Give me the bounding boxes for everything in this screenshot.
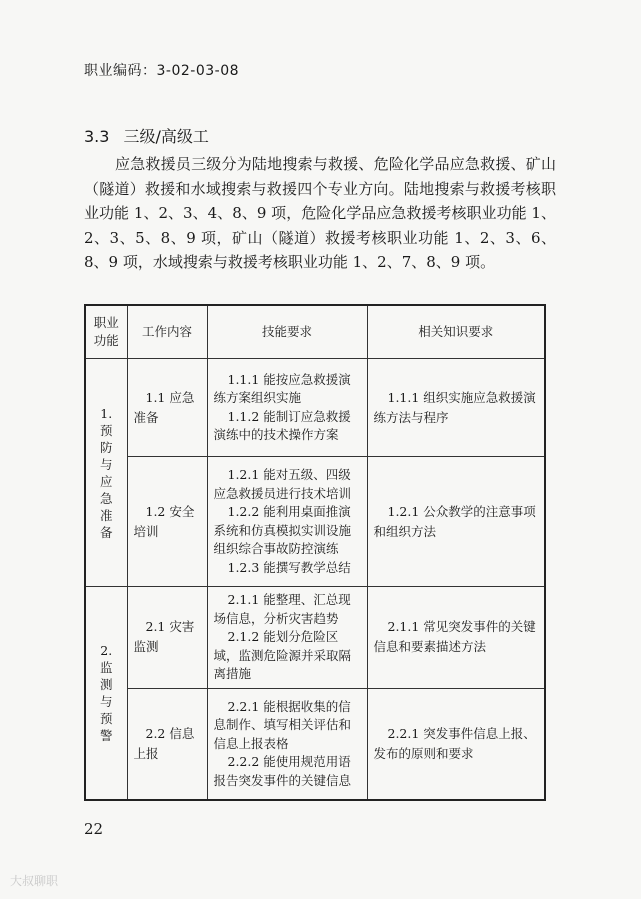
header-knowledge: 相关知识要求 [367,305,545,359]
skill-item: 1.2.2 能利用桌面推演系统和仿真模拟实训设施组织综合事故防控演练 [213,504,352,556]
work-cell: 2.1 灾害监测 [127,587,207,689]
skill-item: 1.2.1 能对五级、四级应急救援员进行技术培训 [213,467,352,501]
page-number: 22 [84,820,104,838]
knowledge-cell: 2.1.1 常见突发事件的关键信息和要素描述方法 [367,587,545,689]
skill-item: 2.1.1 能整理、汇总现场信息，分析灾害趋势 [213,592,351,626]
watermark: 大叔聊职 [10,874,59,888]
skill-cell [207,359,367,457]
skill-cell [207,457,367,587]
skill-item: 1.1.1 能按应急救援演练方案组织实施 [213,371,351,405]
knowledge-cell: 1.1.1 组织实施应急救援演练方法与程序 [367,359,545,457]
intro-paragraph: 应急救援员三级分为陆地搜索与救援、危险化学品应急救援、矿山（隧道）救援和水域搜索与救援四个专业方向。陆地搜索与救援考核职业功能 1、2、3、4、8、9 项，危险化学品应急救援考核职业功能 1、2、3、5、8、9 项，矿山（隧道）救援考核职业功能 1、2、3、6、8、9 项，水域搜索与救援考核职业功能 1、2、7、8、9 项。 [84,155,556,271]
table-row [85,688,545,800]
occupation-code: 职业编码：3-02-03-08 [84,63,240,79]
skill-item: 1.2.3 能撰写教学总结 [227,559,351,575]
skill-cell [207,587,367,689]
function-cell: 1. 预防与应急准备 [85,359,127,587]
header-function: 职业功能 [85,305,127,359]
table-row [85,587,545,689]
work-cell: 1.1 应急准备 [127,359,207,457]
skill-item: 1.1.2 能制订应急救援演练中的技术操作方案 [213,408,351,442]
section-number: 3.3 [84,127,110,146]
header-skill: 技能要求 [207,305,367,359]
knowledge-cell: 1.2.1 公众教学的注意事项和组织方法 [367,457,545,587]
skill-item: 2.2.2 能使用规范用语报告突发事件的关键信息 [213,754,352,788]
header-work: 工作内容 [127,305,207,359]
table-row [85,359,545,457]
work-cell: 2.2 信息上报 [127,688,207,800]
knowledge-cell: 2.2.1 突发事件信息上报、发布的原则和要求 [367,688,545,800]
work-cell: 1.2 安全培训 [127,457,207,587]
function-cell: 2. 监测与预警 [85,587,127,801]
section-title: 三级/高级工 [123,127,209,146]
skill-item: 2.2.1 能根据收集的信息制作、填写相关评估和信息上报表格 [213,698,352,751]
table-header-row [85,305,545,359]
skill-cell [207,688,367,800]
table-row [85,457,545,587]
skill-requirements-table [84,304,546,801]
section-heading [84,124,209,147]
skill-item: 2.1.2 能划分危险区域，监测危险源并采取隔离措施 [213,629,352,681]
